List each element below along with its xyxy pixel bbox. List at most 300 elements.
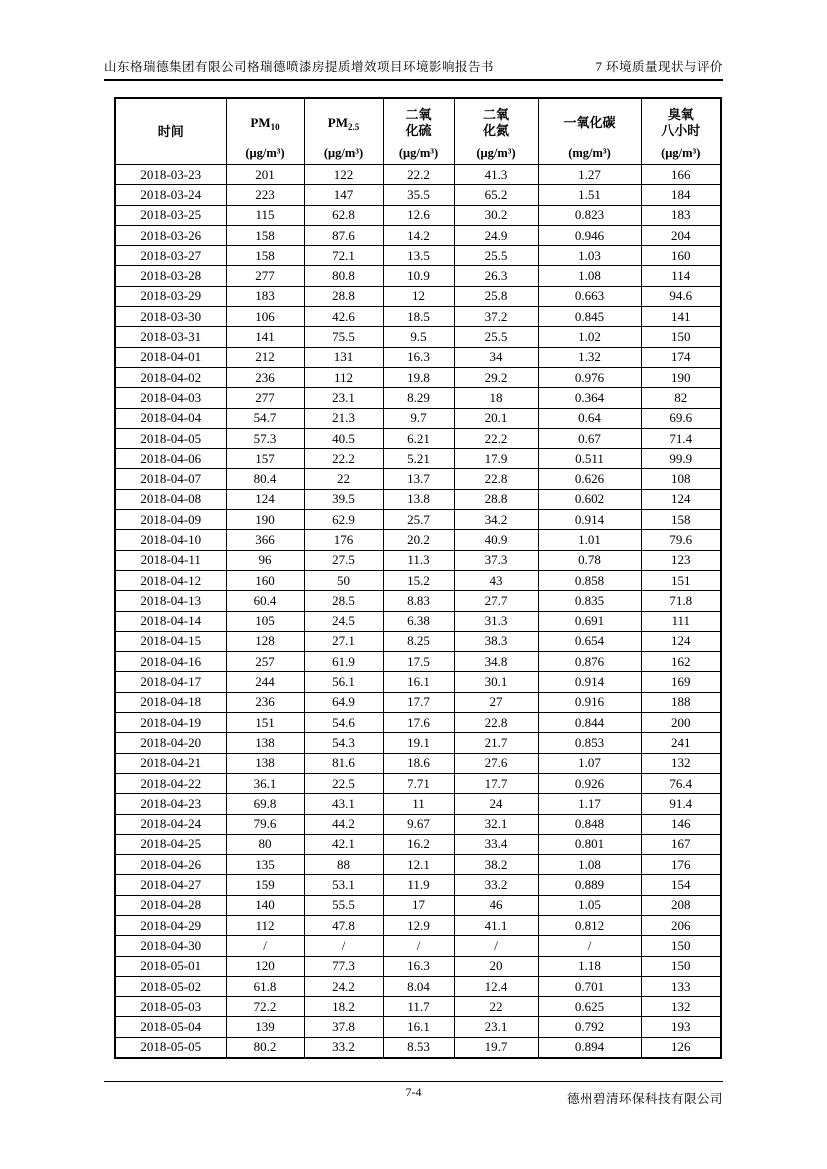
value-cell: 244 — [226, 672, 304, 692]
value-cell: 21.3 — [304, 408, 383, 428]
value-cell: 71.8 — [641, 591, 721, 611]
date-cell: 2018-03-30 — [115, 307, 226, 327]
date-cell: 2018-04-12 — [115, 570, 226, 590]
value-cell: 41.3 — [454, 165, 538, 185]
value-cell: 9.7 — [383, 408, 454, 428]
date-cell: 2018-03-27 — [115, 246, 226, 266]
value-cell: 0.626 — [538, 469, 641, 489]
header-unit: (μg/m³) — [323, 146, 364, 161]
value-cell: 44.2 — [304, 814, 383, 834]
value-cell: 27.6 — [454, 753, 538, 773]
value-cell: 176 — [641, 855, 721, 875]
table-row — [115, 794, 721, 814]
value-cell: 8.29 — [383, 388, 454, 408]
table-row — [115, 469, 721, 489]
value-cell: 0.848 — [538, 814, 641, 834]
date-cell: 2018-04-10 — [115, 530, 226, 550]
header-cell-5 — [538, 98, 641, 165]
value-cell: 139 — [226, 1017, 304, 1037]
value-cell: 88 — [304, 855, 383, 875]
value-cell: 61.8 — [226, 976, 304, 996]
value-cell: 0.64 — [538, 408, 641, 428]
value-cell: 34.8 — [454, 652, 538, 672]
value-cell: 30.2 — [454, 205, 538, 225]
value-cell: 79.6 — [226, 814, 304, 834]
table-row — [115, 753, 721, 773]
value-cell: 0.78 — [538, 550, 641, 570]
value-cell: 42.1 — [304, 834, 383, 854]
air-quality-table — [114, 97, 722, 1059]
date-cell: 2018-05-05 — [115, 1037, 226, 1058]
value-cell: 123 — [641, 550, 721, 570]
value-cell: 19.8 — [383, 367, 454, 387]
value-cell: 140 — [226, 895, 304, 915]
value-cell: 5.21 — [383, 449, 454, 469]
date-cell: 2018-03-31 — [115, 327, 226, 347]
value-cell: 57.3 — [226, 428, 304, 448]
value-cell: 200 — [641, 713, 721, 733]
value-cell: 0.844 — [538, 713, 641, 733]
value-cell: 33.2 — [454, 875, 538, 895]
date-cell: 2018-04-29 — [115, 915, 226, 935]
value-cell: 0.853 — [538, 733, 641, 753]
value-cell: 12.4 — [454, 976, 538, 996]
value-cell: 35.5 — [383, 185, 454, 205]
value-cell: 115 — [226, 205, 304, 225]
value-cell: 16.1 — [383, 672, 454, 692]
value-cell: 55.5 — [304, 895, 383, 915]
value-cell: 0.914 — [538, 510, 641, 530]
value-cell: 12.1 — [383, 855, 454, 875]
value-cell: 82 — [641, 388, 721, 408]
header-title: 臭氧 八小时 — [661, 106, 701, 139]
value-cell: 0.602 — [538, 489, 641, 509]
value-cell: / — [383, 936, 454, 956]
table-row — [115, 225, 721, 245]
value-cell: 22.8 — [454, 713, 538, 733]
date-cell: 2018-04-21 — [115, 753, 226, 773]
value-cell: 69.8 — [226, 794, 304, 814]
value-cell: 105 — [226, 611, 304, 631]
value-cell: 12 — [383, 286, 454, 306]
table-row — [115, 997, 721, 1017]
value-cell: 12.9 — [383, 915, 454, 935]
value-cell: 11.3 — [383, 550, 454, 570]
value-cell: 18.2 — [304, 997, 383, 1017]
value-cell: 25.7 — [383, 510, 454, 530]
value-cell: 206 — [641, 915, 721, 935]
value-cell: 138 — [226, 753, 304, 773]
value-cell: 20.1 — [454, 408, 538, 428]
value-cell: 120 — [226, 956, 304, 976]
value-cell: 1.08 — [538, 266, 641, 286]
date-cell: 2018-04-22 — [115, 773, 226, 793]
table-row — [115, 814, 721, 834]
value-cell: 154 — [641, 875, 721, 895]
value-cell: 24 — [454, 794, 538, 814]
value-cell: 54.6 — [304, 713, 383, 733]
value-cell: 19.1 — [383, 733, 454, 753]
value-cell: 69.6 — [641, 408, 721, 428]
page-footer — [104, 1081, 723, 1108]
value-cell: 29.2 — [454, 367, 538, 387]
date-cell: 2018-03-23 — [115, 165, 226, 185]
value-cell: 36.1 — [226, 773, 304, 793]
value-cell: 27.1 — [304, 631, 383, 651]
value-cell: 0.926 — [538, 773, 641, 793]
value-cell: 37.3 — [454, 550, 538, 570]
value-cell: 76.4 — [641, 773, 721, 793]
footer-company-name: 德州碧清环保科技有限公司 — [566, 1092, 723, 1106]
value-cell: 27.5 — [304, 550, 383, 570]
value-cell: 25.8 — [454, 286, 538, 306]
value-cell: 81.6 — [304, 753, 383, 773]
value-cell: 184 — [641, 185, 721, 205]
table-header — [115, 98, 721, 165]
header-cell-2 — [304, 98, 383, 165]
value-cell: 141 — [226, 327, 304, 347]
value-cell: 366 — [226, 530, 304, 550]
value-cell: 34.2 — [454, 510, 538, 530]
table-body — [115, 165, 721, 1059]
value-cell: 132 — [641, 753, 721, 773]
date-cell: 2018-03-29 — [115, 286, 226, 306]
page-number: 7-4 — [405, 1085, 422, 1099]
value-cell: 24.2 — [304, 976, 383, 996]
value-cell: 38.3 — [454, 631, 538, 651]
date-cell: 2018-04-06 — [115, 449, 226, 469]
value-cell: 71.4 — [641, 428, 721, 448]
date-cell: 2018-04-07 — [115, 469, 226, 489]
value-cell: 8.04 — [383, 976, 454, 996]
value-cell: 128 — [226, 631, 304, 651]
value-cell: 80.4 — [226, 469, 304, 489]
header-title: 二氧 化硫 — [405, 106, 432, 139]
table-row — [115, 652, 721, 672]
value-cell: 108 — [641, 469, 721, 489]
value-cell: 17.6 — [383, 713, 454, 733]
table-row — [115, 388, 721, 408]
value-cell: 11.9 — [383, 875, 454, 895]
value-cell: 9.67 — [383, 814, 454, 834]
value-cell: 60.4 — [226, 591, 304, 611]
date-cell: 2018-04-16 — [115, 652, 226, 672]
table-row — [115, 408, 721, 428]
value-cell: 147 — [304, 185, 383, 205]
value-cell: 126 — [641, 1037, 721, 1058]
value-cell: 18 — [454, 388, 538, 408]
value-cell: 0.914 — [538, 672, 641, 692]
value-cell: 1.17 — [538, 794, 641, 814]
value-cell: 114 — [641, 266, 721, 286]
value-cell: 99.9 — [641, 449, 721, 469]
value-cell: 183 — [641, 205, 721, 225]
date-cell: 2018-05-02 — [115, 976, 226, 996]
value-cell: 157 — [226, 449, 304, 469]
value-cell: 146 — [641, 814, 721, 834]
value-cell: 22.2 — [304, 449, 383, 469]
value-cell: 135 — [226, 855, 304, 875]
value-cell: 112 — [226, 915, 304, 935]
value-cell: 64.9 — [304, 692, 383, 712]
value-cell: 41.1 — [454, 915, 538, 935]
value-cell: 277 — [226, 266, 304, 286]
table-row — [115, 205, 721, 225]
value-cell: 46 — [454, 895, 538, 915]
value-cell: 16.3 — [383, 956, 454, 976]
value-cell: 124 — [641, 631, 721, 651]
value-cell: 0.801 — [538, 834, 641, 854]
value-cell: 19.7 — [454, 1037, 538, 1058]
table-row — [115, 855, 721, 875]
date-cell: 2018-04-05 — [115, 428, 226, 448]
value-cell: 16.1 — [383, 1017, 454, 1037]
value-cell: / — [304, 936, 383, 956]
header-title: $PM_{10}$ — [250, 115, 280, 132]
value-cell: 0.889 — [538, 875, 641, 895]
value-cell: 9.5 — [383, 327, 454, 347]
table-row — [115, 449, 721, 469]
header-unit: (μg/m³) — [245, 146, 285, 161]
value-cell: 91.4 — [641, 794, 721, 814]
value-cell: / — [226, 936, 304, 956]
value-cell: 16.2 — [383, 834, 454, 854]
value-cell: 80 — [226, 834, 304, 854]
date-cell: 2018-03-25 — [115, 205, 226, 225]
value-cell: 17.9 — [454, 449, 538, 469]
value-cell: 0.701 — [538, 976, 641, 996]
value-cell: 38.2 — [454, 855, 538, 875]
value-cell: 0.876 — [538, 652, 641, 672]
table-header-row — [115, 98, 721, 165]
value-cell: 72.2 — [226, 997, 304, 1017]
table-row — [115, 530, 721, 550]
value-cell: 201 — [226, 165, 304, 185]
page-header — [104, 57, 723, 81]
table-row — [115, 692, 721, 712]
value-cell: 277 — [226, 388, 304, 408]
value-cell: 18.6 — [383, 753, 454, 773]
value-cell: 15.2 — [383, 570, 454, 590]
value-cell: 0.691 — [538, 611, 641, 631]
header-unit: (μg/m³) — [398, 146, 439, 161]
value-cell: 236 — [226, 367, 304, 387]
value-cell: 111 — [641, 611, 721, 631]
value-cell: 212 — [226, 347, 304, 367]
value-cell: 23.1 — [304, 388, 383, 408]
table-row — [115, 327, 721, 347]
header-right-title: 7 环境质量现状与评价 — [595, 60, 723, 74]
value-cell: 176 — [304, 530, 383, 550]
value-cell: 1.18 — [538, 956, 641, 976]
value-cell: 8.53 — [383, 1037, 454, 1058]
value-cell: 1.07 — [538, 753, 641, 773]
value-cell: 14.2 — [383, 225, 454, 245]
value-cell: 141 — [641, 307, 721, 327]
value-cell: 56.1 — [304, 672, 383, 692]
date-cell: 2018-04-09 — [115, 510, 226, 530]
header-title: 二氧 化氮 — [482, 106, 509, 139]
value-cell: 10.9 — [383, 266, 454, 286]
value-cell: 1.27 — [538, 165, 641, 185]
value-cell: 208 — [641, 895, 721, 915]
value-cell: 1.32 — [538, 347, 641, 367]
header-cell-3 — [383, 98, 454, 165]
value-cell: 37.8 — [304, 1017, 383, 1037]
date-cell: 2018-04-15 — [115, 631, 226, 651]
value-cell: 241 — [641, 733, 721, 753]
date-cell: 2018-04-23 — [115, 794, 226, 814]
table-row — [115, 672, 721, 692]
value-cell: / — [454, 936, 538, 956]
value-cell: 159 — [226, 875, 304, 895]
value-cell: 28.8 — [304, 286, 383, 306]
table-row — [115, 550, 721, 570]
date-cell: 2018-04-17 — [115, 672, 226, 692]
value-cell: 20 — [454, 956, 538, 976]
value-cell: 0.511 — [538, 449, 641, 469]
date-cell: 2018-04-14 — [115, 611, 226, 631]
header-unit: (mg/m³) — [568, 146, 611, 161]
value-cell: 0.364 — [538, 388, 641, 408]
table-row — [115, 165, 721, 185]
value-cell: 80.8 — [304, 266, 383, 286]
date-cell: 2018-04-25 — [115, 834, 226, 854]
value-cell: 150 — [641, 936, 721, 956]
value-cell: 87.6 — [304, 225, 383, 245]
value-cell: 22.5 — [304, 773, 383, 793]
table-row — [115, 733, 721, 753]
date-cell: 2018-04-19 — [115, 713, 226, 733]
value-cell: 22.2 — [454, 428, 538, 448]
value-cell: 24.9 — [454, 225, 538, 245]
header-title: $PM_{2.5}$ — [327, 115, 360, 132]
value-cell: 17.7 — [454, 773, 538, 793]
value-cell: 1.51 — [538, 185, 641, 205]
table-row — [115, 266, 721, 286]
value-cell: 47.8 — [304, 915, 383, 935]
value-cell: 0.792 — [538, 1017, 641, 1037]
table-row — [115, 976, 721, 996]
header-cell-1 — [226, 98, 304, 165]
value-cell: 13.8 — [383, 489, 454, 509]
value-cell: 190 — [226, 510, 304, 530]
value-cell: 13.5 — [383, 246, 454, 266]
value-cell: 6.21 — [383, 428, 454, 448]
table-row — [115, 489, 721, 509]
table-row — [115, 570, 721, 590]
header-cell-4 — [454, 98, 538, 165]
value-cell: 167 — [641, 834, 721, 854]
value-cell: 0.845 — [538, 307, 641, 327]
value-cell: 131 — [304, 347, 383, 367]
value-cell: 0.835 — [538, 591, 641, 611]
table-row — [115, 510, 721, 530]
date-cell: 2018-05-01 — [115, 956, 226, 976]
value-cell: 23.1 — [454, 1017, 538, 1037]
value-cell: 1.01 — [538, 530, 641, 550]
value-cell: 43 — [454, 570, 538, 590]
table-row — [115, 1017, 721, 1037]
value-cell: 0.858 — [538, 570, 641, 590]
value-cell: 174 — [641, 347, 721, 367]
value-cell: 150 — [641, 956, 721, 976]
value-cell: 16.3 — [383, 347, 454, 367]
value-cell: 158 — [226, 225, 304, 245]
value-cell: 132 — [641, 997, 721, 1017]
value-cell: 124 — [226, 489, 304, 509]
table-row — [115, 185, 721, 205]
date-cell: 2018-04-27 — [115, 875, 226, 895]
value-cell: 1.08 — [538, 855, 641, 875]
value-cell: 8.25 — [383, 631, 454, 651]
date-cell: 2018-04-24 — [115, 814, 226, 834]
value-cell: 124 — [641, 489, 721, 509]
date-cell: 2018-04-26 — [115, 855, 226, 875]
value-cell: 22 — [304, 469, 383, 489]
value-cell: 162 — [641, 652, 721, 672]
value-cell: 27 — [454, 692, 538, 712]
table-row — [115, 631, 721, 651]
value-cell: 21.7 — [454, 733, 538, 753]
table-row — [115, 307, 721, 327]
table-row — [115, 895, 721, 915]
value-cell: 40.9 — [454, 530, 538, 550]
header-title: 时间 — [157, 123, 184, 139]
value-cell: 1.02 — [538, 327, 641, 347]
date-cell: 2018-04-08 — [115, 489, 226, 509]
table-row — [115, 591, 721, 611]
table-row — [115, 773, 721, 793]
value-cell: 11.7 — [383, 997, 454, 1017]
value-cell: 106 — [226, 307, 304, 327]
value-cell: 65.2 — [454, 185, 538, 205]
value-cell: 13.7 — [383, 469, 454, 489]
value-cell: 31.3 — [454, 611, 538, 631]
header-title: 一氧化碳 — [563, 115, 616, 130]
value-cell: 24.5 — [304, 611, 383, 631]
value-cell: 7.71 — [383, 773, 454, 793]
value-cell: 40.5 — [304, 428, 383, 448]
value-cell: 27.7 — [454, 591, 538, 611]
date-cell: 2018-04-02 — [115, 367, 226, 387]
value-cell: 257 — [226, 652, 304, 672]
value-cell: 17 — [383, 895, 454, 915]
date-cell: 2018-03-24 — [115, 185, 226, 205]
value-cell: 80.2 — [226, 1037, 304, 1058]
value-cell: 151 — [226, 713, 304, 733]
value-cell: 122 — [304, 165, 383, 185]
table-row — [115, 246, 721, 266]
value-cell: 0.976 — [538, 367, 641, 387]
value-cell: 25.5 — [454, 246, 538, 266]
value-cell: 42.6 — [304, 307, 383, 327]
value-cell: 0.663 — [538, 286, 641, 306]
value-cell: 158 — [226, 246, 304, 266]
value-cell: 17.7 — [383, 692, 454, 712]
value-cell: 0.946 — [538, 225, 641, 245]
value-cell: 169 — [641, 672, 721, 692]
value-cell: 79.6 — [641, 530, 721, 550]
value-cell: 53.1 — [304, 875, 383, 895]
value-cell: 204 — [641, 225, 721, 245]
date-cell: 2018-04-30 — [115, 936, 226, 956]
value-cell: 138 — [226, 733, 304, 753]
header-left-title: 山东格瑞德集团有限公司格瑞德喷漆房提质增效项目环境影响报告书 — [104, 60, 495, 74]
value-cell: 12.6 — [383, 205, 454, 225]
header-cell-6 — [641, 98, 721, 165]
value-cell: 150 — [641, 327, 721, 347]
